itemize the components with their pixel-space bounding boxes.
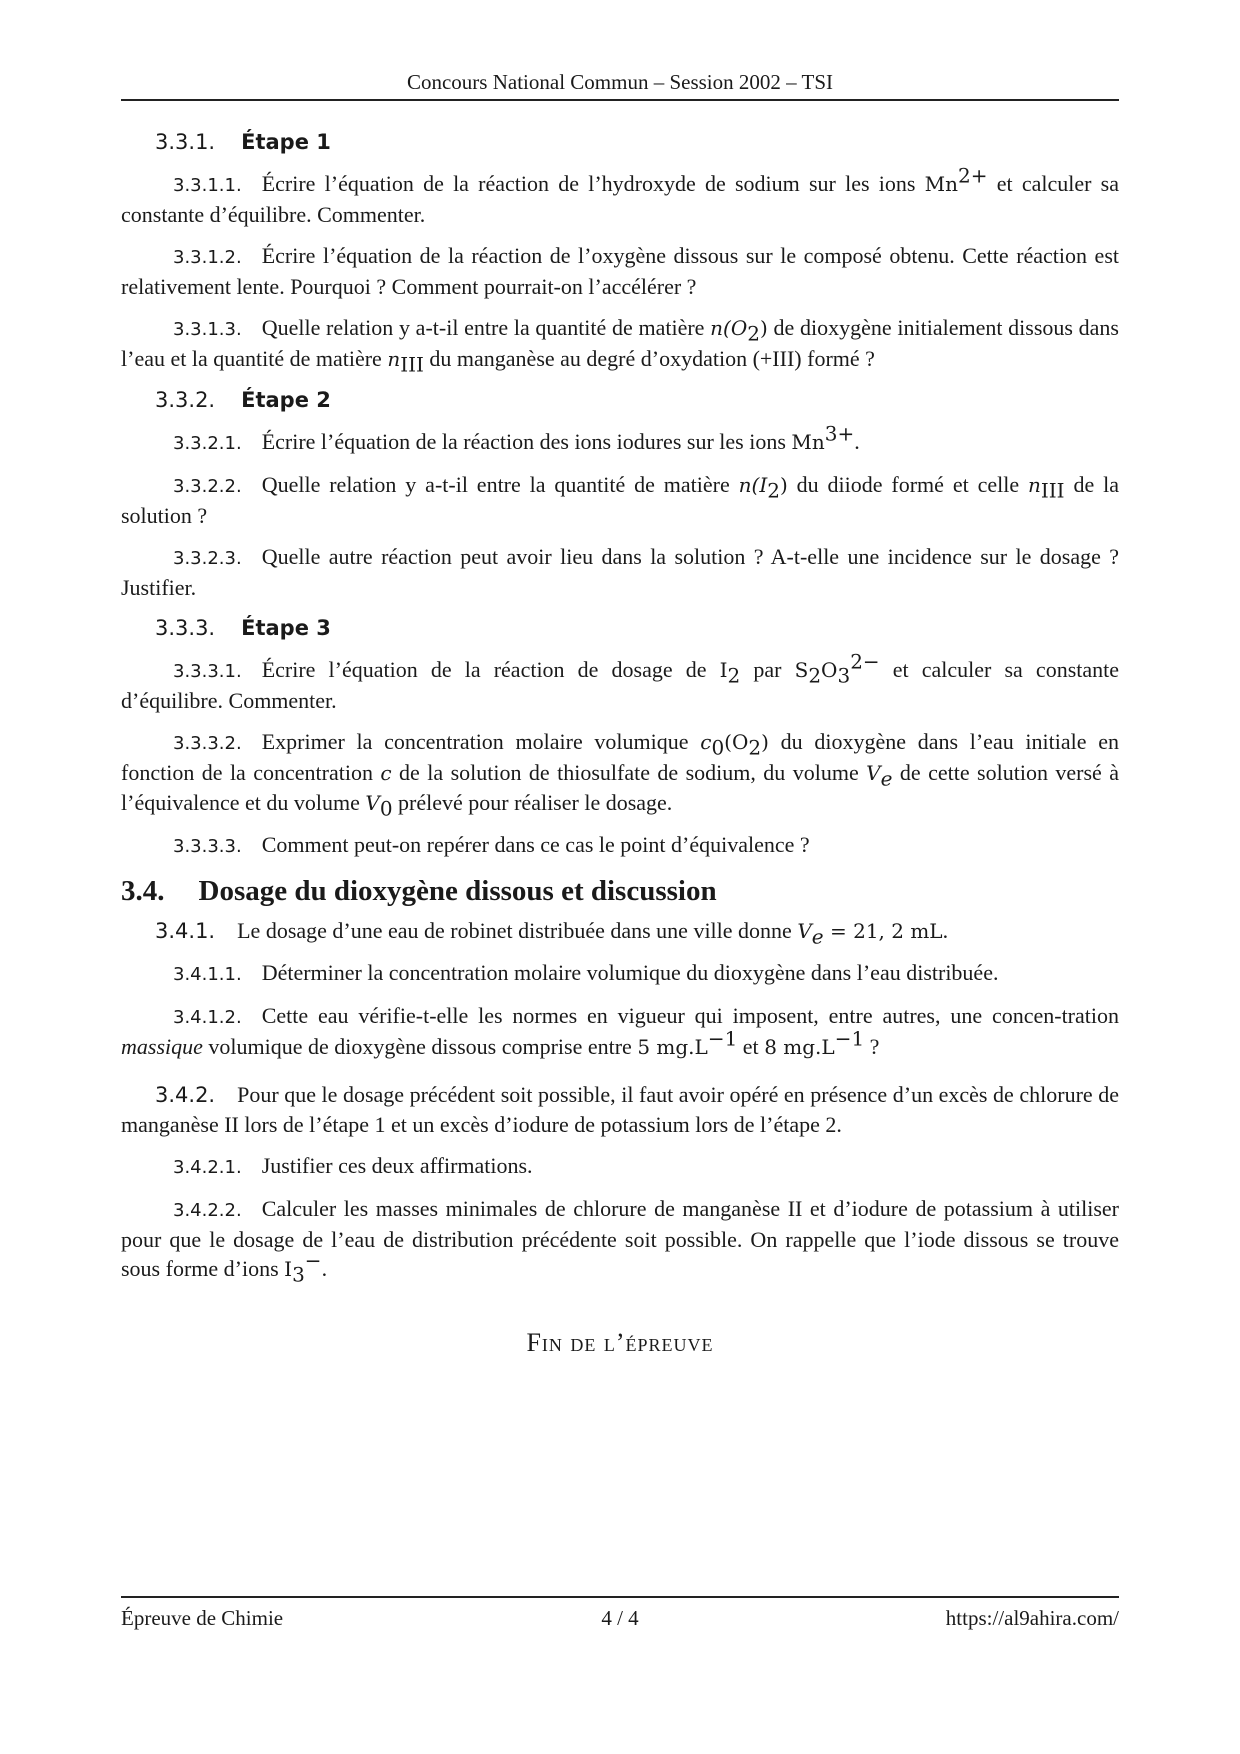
footer-page-number: 4 / 4 bbox=[601, 1606, 639, 1630]
question-3-4-2-1: 3.4.2.1. Justifier ces deux affirmations. bbox=[173, 1153, 533, 1178]
footer-url-link[interactable]: https://al9ahira.com/ bbox=[945, 1606, 1119, 1630]
question-3-4-2-2: 3.4.2.2. Calculer les masses minimales de chlorure de manganèse II et d’iodure de potassium à utiliser pour que le dosage de l’eau de distribution précédente soit possible. On rappelle que l’iode dissous se trouve sous forme d’ions $I_3^-$. bbox=[121, 1196, 1119, 1287]
question-3-4-1-1: 3.4.1.1. Déterminer la concentration molaire volumique du dioxygène dans l’eau distribuée. bbox=[173, 960, 999, 985]
question-3-3-1-3: 3.3.1.3. Quelle relation y a-t-il entre la quantité de matière $n(O_2)$ de dioxygène initialement dissous dans l’eau et la quantité de matière $n_{III}$ du manganèse au degré d’oxydation (+III) formé ? bbox=[121, 315, 1119, 377]
question-3-3-2-2: 3.3.2.2. Quelle relation y a-t-il entre la quantité de matière $n(I_2)$ du diiode formé et celle $n_{III}$ de la solution ? bbox=[121, 472, 1119, 528]
footer-rule bbox=[121, 1596, 1119, 1598]
question-3-4-1-2: 3.4.1.2. Cette eau vérifie-t-elle les normes en vigueur qui imposent, entre autres, une concen-tration massique volumique de dioxygène dissous comprise entre 5 $mg.L^{-1}$ et 8 $mg.L^{-1}$ ? bbox=[121, 1003, 1119, 1059]
question-3-3-2-3: 3.3.2.3. Quelle autre réaction peut avoir lieu dans la solution ? A-t-elle une incidence sur le dosage ? Justifier. bbox=[121, 544, 1119, 600]
subsection-3-3-3-heading: 3.3.3. Étape 3 bbox=[155, 616, 331, 640]
document-body bbox=[121, 128, 1119, 1296]
page-header: Concours National Commun – Session 2002 – TSI bbox=[406, 70, 834, 94]
question-3-3-2-1: 3.3.2.1. Écrire l’équation de la réaction des ions iodures sur les ions $Mn^{3+}$. bbox=[173, 421, 860, 454]
section-3-4-heading: 3.4. Dosage du dioxygène dissous et discussion bbox=[121, 875, 717, 907]
question-3-3-3-1: 3.3.3.1. Écrire l’équation de la réaction de dosage de $I_2$ par $S_2O_3^{2-}$ et calculer sa constante d’équilibre. Commenter. bbox=[121, 649, 1120, 713]
header-rule bbox=[121, 99, 1119, 101]
question-3-3-3-2: 3.3.3.2. Exprimer la concentration molaire volumique $c_0(O_2)$ du dioxygène dans l’eau initiale en fonction de la concentration c de la solution de thiosulfate de sodium, du volume $V_e$ de cette solution versé à l’équivalence et du volume $V_0$ prélevé pour réaliser le dosage. bbox=[121, 729, 1119, 821]
document-page bbox=[121, 0, 1119, 1754]
end-of-exam-label: Fin de l’épreuve bbox=[526, 1328, 714, 1357]
paragraph-3-4-1: 3.4.1. Le dosage d’une eau de robinet distribuée dans une ville donne $V_e = 21$, 2 mL. bbox=[155, 918, 949, 949]
subsection-3-3-2-heading: 3.3.2. Étape 2 bbox=[155, 388, 331, 412]
question-3-3-1-1: 3.3.1.1. Écrire l’équation de la réaction de l’hydroxyde de sodium sur les ions $Mn^{2+}$ et calculer sa constante d’équilibre. Commenter. bbox=[121, 163, 1120, 227]
subsection-3-3-1-heading: 3.3.1. Étape 1 bbox=[155, 130, 331, 154]
paragraph-3-4-2: 3.4.2. Pour que le dosage précédent soit possible, il faut avoir opéré en présence d’un excès de chlorure de manganèse II lors de l’étape 1 et un excès d’iodure de potassium lors de l’étape 2. bbox=[121, 1082, 1119, 1137]
question-3-3-1-2: 3.3.1.2. Écrire l’équation de la réaction de l’oxygène dissous sur le composé obtenu. Cette réaction est relativement lente. Pourquoi ? Comment pourrait-on l’accélérer ? bbox=[121, 243, 1119, 299]
footer-subject: Épreuve de Chimie bbox=[121, 1606, 284, 1630]
question-3-3-3-3: 3.3.3.3. Comment peut-on repérer dans ce cas le point d’équivalence ? bbox=[173, 832, 810, 857]
